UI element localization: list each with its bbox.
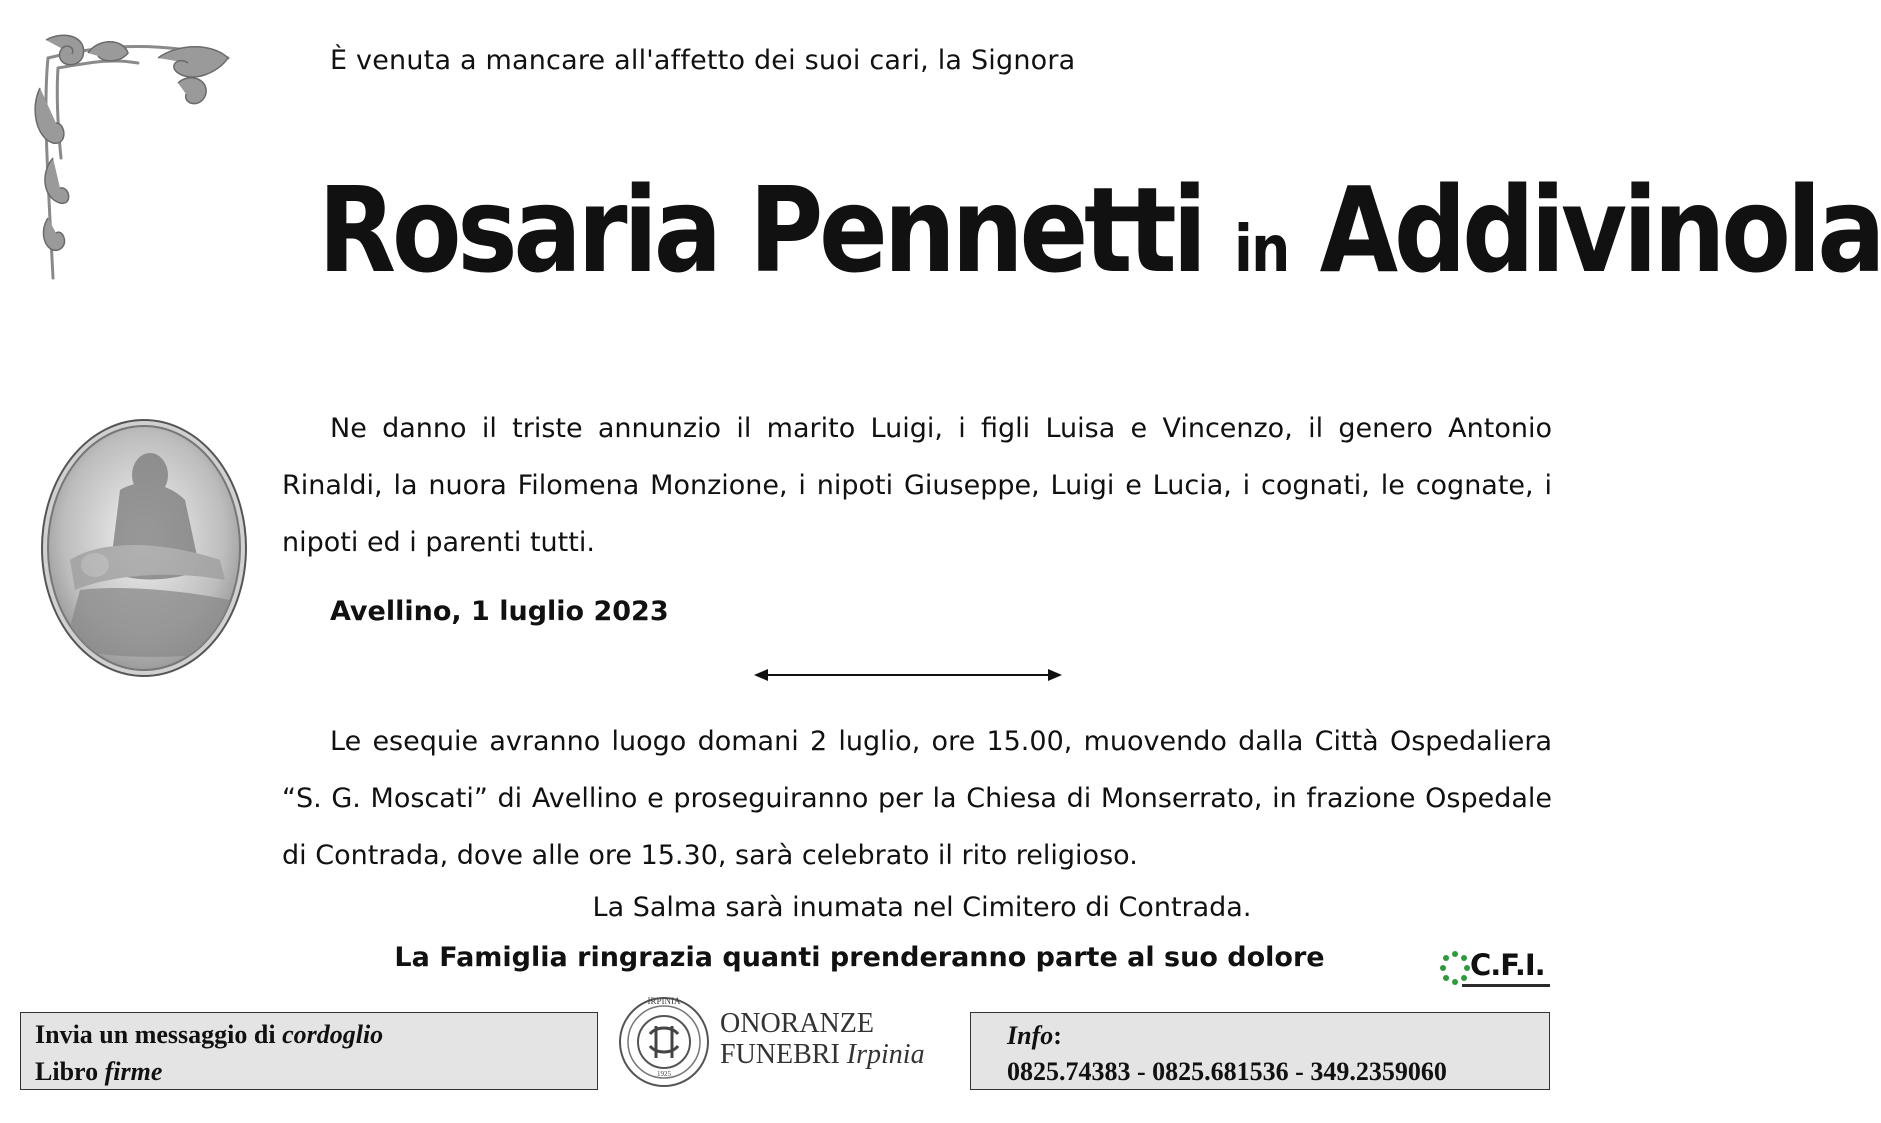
guestbook-link[interactable] bbox=[35, 1053, 597, 1090]
burial-line: La Salma sarà inumata nel Cimitero di Contrada. bbox=[592, 892, 1252, 923]
phone-numbers[interactable]: 0825.74383 - 0825.681536 - 349.2359060 bbox=[1007, 1057, 1447, 1086]
place-date: Avellino, 1 luglio 2023 bbox=[330, 596, 669, 627]
deceased-name bbox=[318, 150, 1881, 330]
condolence-em: cordoglio bbox=[282, 1020, 384, 1049]
funeral-home-line2-text: FUNEBRI bbox=[720, 1039, 847, 1070]
funeral-home-line2 bbox=[720, 1039, 925, 1070]
guestbook-prefix: Libro bbox=[35, 1057, 105, 1086]
funeral-home-line1: ONORANZE bbox=[720, 1008, 874, 1039]
cfi-underline bbox=[1462, 984, 1550, 987]
info-colon: : bbox=[1053, 1021, 1062, 1050]
funeral-home-line2-em: Irpinia bbox=[846, 1039, 925, 1070]
family-thanks: La Famiglia ringrazia quanti prenderanno parte al suo dolore bbox=[394, 942, 1325, 973]
condolence-link[interactable] bbox=[35, 1016, 597, 1053]
funeral-home-seal-icon bbox=[616, 990, 712, 1090]
seal-top-text: IRPINIA bbox=[647, 996, 681, 1006]
cfi-text: C.F.I. bbox=[1470, 948, 1545, 982]
announcement-paragraph: Ne danno il triste annunzio il marito Luigi, i figli Luisa e Vincenzo, il genero Antonio Rinaldi, la nuora Filomena Monzione, i nipoti Giuseppe, Luigi e Lucia, i cognati, le cognate, i nipoti ed i parenti tutti. bbox=[282, 413, 1552, 558]
deceased-last-name: Addivinola bbox=[1319, 161, 1881, 299]
intro-line: È venuta a mancare all'affetto dei suoi cari, la Signora bbox=[330, 45, 1076, 76]
condolence-prefix: Invia un messaggio di bbox=[35, 1020, 283, 1049]
funeral-paragraph: Le esequie avranno luogo domani 2 luglio, ore 15.00, muovendo dalla Città Ospedaliera “S. G. Moscati” di Avellino e proseguiranno per la Chiesa di Monserrato, in frazione Ospedale di Contrada, dove alle ore 15.30, sarà celebrato il rito religioso. bbox=[282, 726, 1552, 871]
seal-year-text: 1925 bbox=[657, 1070, 671, 1078]
funeral-home-name bbox=[720, 1008, 925, 1070]
cfi-logo bbox=[1440, 948, 1550, 996]
pieta-medallion bbox=[40, 420, 250, 680]
double-arrow-divider bbox=[752, 664, 1064, 686]
guestbook-em: firme bbox=[104, 1057, 163, 1086]
deceased-first-name: Rosaria Pennetti bbox=[318, 161, 1203, 299]
name-join: in bbox=[1233, 213, 1289, 287]
corner-ornament bbox=[28, 28, 243, 288]
info-label: Info bbox=[1007, 1021, 1054, 1050]
info-box bbox=[970, 1012, 1550, 1090]
info-label-row bbox=[1007, 1018, 1549, 1054]
condolence-box[interactable] bbox=[20, 1012, 598, 1090]
cfi-dots-icon bbox=[1440, 948, 1470, 988]
